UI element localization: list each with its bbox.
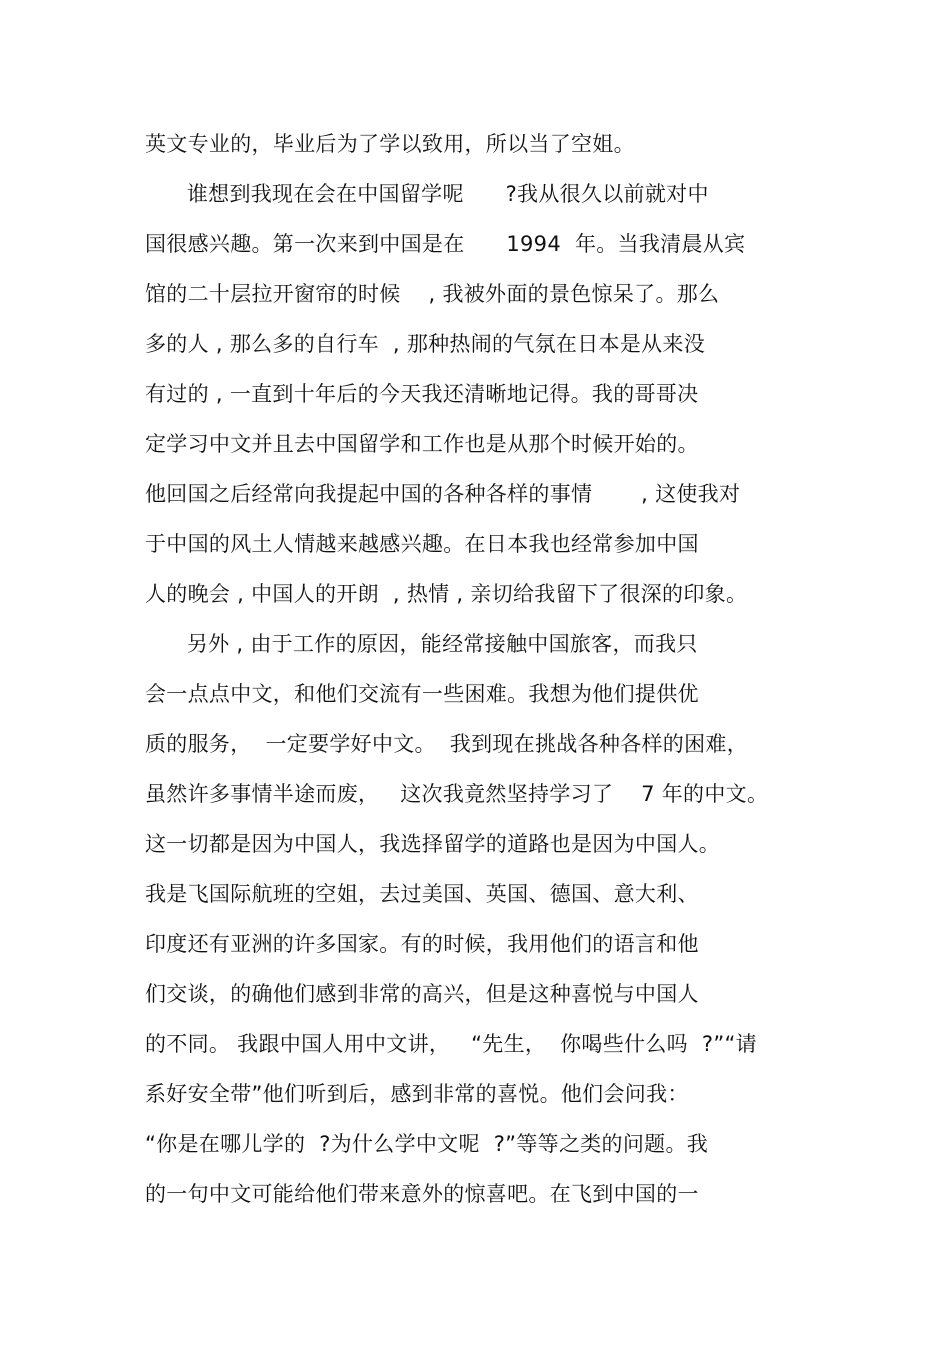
text-line: 定学习中文并且去中国留学和工作也是从那个时候开始的。 xyxy=(145,432,699,456)
body-text xyxy=(145,119,825,1219)
text-line: 于中国的风土人情越来越感兴趣。在日本我也经常参加中国 xyxy=(145,532,699,556)
text-line: 多的人 , 那么多的自行车 , 那种热闹的气氛在日本是从来没 xyxy=(145,332,706,356)
text-line: 有过的 , 一直到十年后的今天我还清晰地记得。我的哥哥决 xyxy=(145,382,699,406)
text-line: 们交谈，的确他们感到非常的高兴，但是这种喜悦与中国人 xyxy=(145,982,699,1006)
text-line: 国很感兴趣。第一次来到中国是在 1994 年。当我清晨从宾 xyxy=(145,232,746,256)
text-line: 我是飞国际航班的空姐，去过美国、英国、德国、意大利、 xyxy=(145,882,699,906)
text-line: 另外 , 由于工作的原因，能经常接触中国旅客，而我只 xyxy=(145,632,698,656)
text-line: 的不同。 我跟中国人用中文讲， “先生， 你喝些什么吗 ?”“请 xyxy=(145,1032,757,1056)
text-line: 虽然许多事情半途而废， 这次我竟然坚持学习了 7 年的中文。 xyxy=(145,782,769,806)
text-line: 他回国之后经常向我提起中国的各种各样的事情 , 这使我对 xyxy=(145,482,741,506)
text-line: 谁想到我现在会在中国留学呢 ?我从很久以前就对中 xyxy=(145,182,709,206)
text-line: 印度还有亚洲的许多国家。有的时候，我用他们的语言和他 xyxy=(145,932,699,956)
text-line: 会一点点中文，和他们交流有一些困难。我想为他们提供优 xyxy=(145,682,699,706)
text-line: “你是在哪儿学的 ?为什么学中文呢 ?”等等之类的问题。我 xyxy=(145,1132,709,1156)
text-line: 的一句中文可能给他们带来意外的惊喜吧。在飞到中国的一 xyxy=(145,1182,699,1206)
text-line: 人的晚会 , 中国人的开朗 , 热情 , 亲切给我留下了很深的印象。 xyxy=(145,582,748,606)
text-line: 系好安全带”他们听到后，感到非常的喜悦。他们会问我： xyxy=(145,1082,689,1106)
text-line: 质的服务， 一定要学好中文。 我到现在挑战各种各样的困难， xyxy=(145,732,748,756)
text-line: 英文专业的，毕业后为了学以致用，所以当了空姐。 xyxy=(145,132,635,156)
text-line: 馆的二十层拉开窗帘的时候 , 我被外面的景色惊呆了。那么 xyxy=(145,282,720,306)
text-line: 这一切都是因为中国人，我选择留学的道路也是因为中国人。 xyxy=(145,832,721,856)
